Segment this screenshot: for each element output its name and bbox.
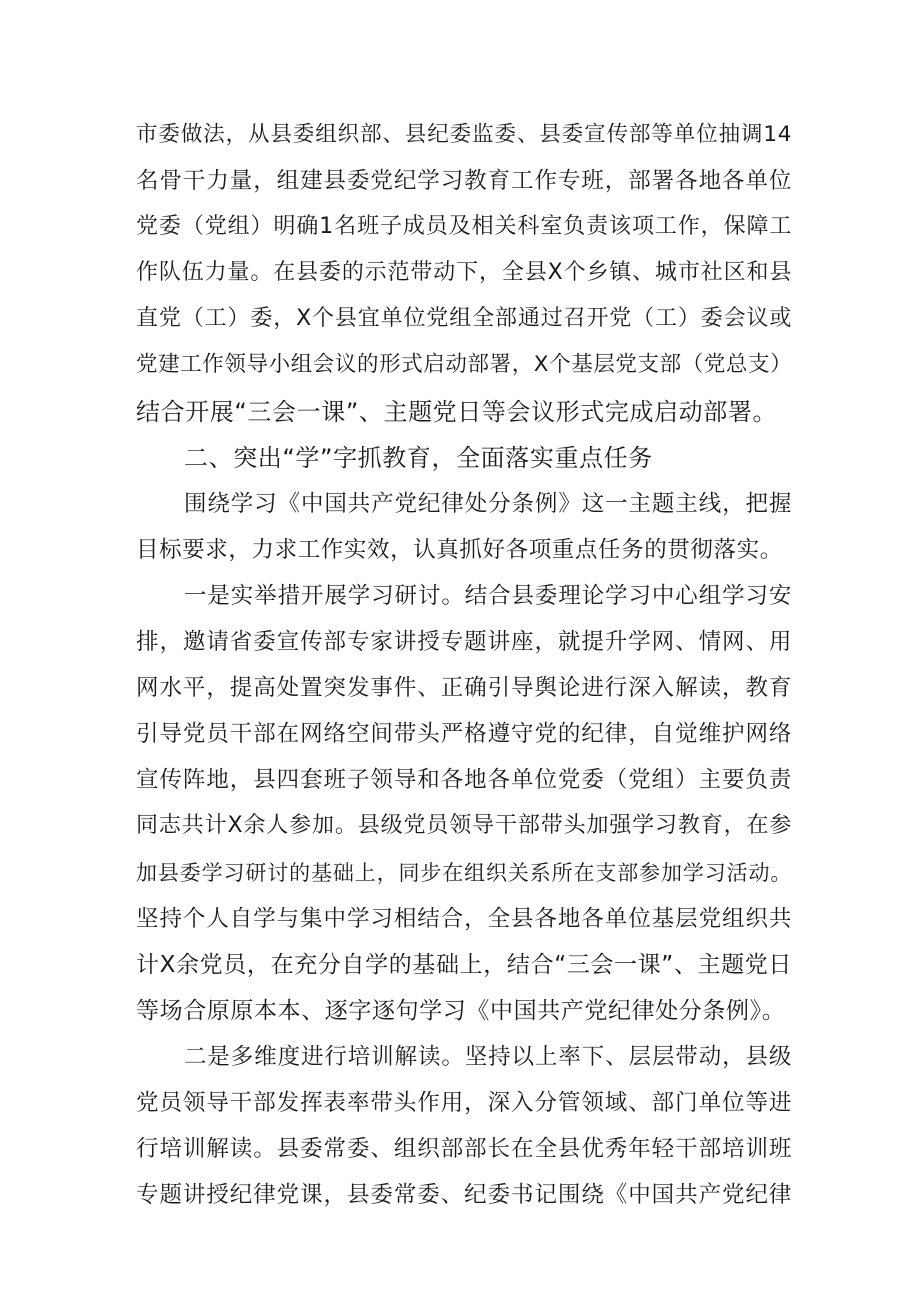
text-line: 网水平，提高处置突发事件、正确引导舆论进行深入解读，教育: [136, 675, 792, 702]
text-line: 一是实举措开展学习研讨。结合县委理论学习中心组学习安: [184, 582, 792, 609]
text-line: 名骨干力量，组建县委党纪学习教育工作专班，部署各地各单位: [136, 168, 792, 195]
paragraph-p4: [136, 573, 792, 1034]
paragraph-p2: [136, 435, 792, 481]
paragraph-p5: [136, 1034, 792, 1218]
text-line: 宣传阵地，县四套班子领导和各地各单位党委（党组）主要负责: [136, 767, 792, 794]
text-line: 专题讲授纪律党课，县委常委、纪委书记围绕《中国共产党纪律: [136, 1182, 792, 1209]
text-line: 结合开展“三会一课”、主题党日等会议形式完成启动部署。: [136, 397, 778, 426]
text-line: 二是多维度进行培训解读。坚持以上率下、层层带动，县级: [184, 1043, 792, 1070]
text-line: 加县委学习研讨的基础上，同步在组织关系所在支部参加学习活动。: [136, 860, 792, 885]
text-line: 党建工作领导小组会议的形式启动部署，X个基层党支部（党总支）: [136, 352, 792, 378]
text-line: 市委做法，从县委组织部、县纪委监委、县委宣传部等单位抽调14: [136, 122, 792, 147]
text-line: 行培训解读。县委常委、组织部部长在全县优秀年轻干部培训班: [136, 1136, 792, 1163]
text-line: 党委（党组）明确1名班子成员及相关科室负责该项工作，保障工: [136, 214, 792, 240]
text-line: 直党（工）委，X个县宜单位党组全部通过召开党（工）委会议或: [136, 306, 792, 332]
text-line: 党员领导干部发挥表率带头作用，深入分管领域、部门单位等进: [136, 1089, 792, 1116]
text-line: 排，邀请省委宣传部专家讲授专题讲座，就提升学网、情网、用: [136, 629, 792, 656]
paragraph-p3: [136, 481, 792, 573]
paragraph-p1: [136, 112, 792, 435]
text-line: 同志共计X余人参加。县级党员领导干部带头加强学习教育，在参: [136, 813, 792, 839]
text-line: 作队伍力量。在县委的示范带动下，全县X个乡镇、城市社区和县: [136, 260, 792, 286]
text-line: 等场合原原本本、逐字逐句学习《中国共产党纪律处分条例》。: [136, 997, 786, 1024]
text-line: 坚持个人自学与集中学习相结合，全县各地各单位基层党组织共: [136, 905, 792, 932]
text-line: 围绕学习《中国共产党纪律处分条例》这一主题主线，把握: [184, 490, 792, 517]
text-line: 二、突出“学”字抓教育，全面落实重点任务: [184, 443, 653, 472]
text-line: 计X余党员，在充分自学的基础上，结合“三会一课”、主题党日: [136, 951, 792, 978]
text-line: 引导党员干部在网络空间带头严格遵守党的纪律，自觉维护网络: [136, 721, 792, 748]
document-body: [136, 112, 792, 1218]
text-line: 目标要求，力求工作实效，认真抓好各项重点任务的贯彻落实。: [136, 536, 783, 563]
